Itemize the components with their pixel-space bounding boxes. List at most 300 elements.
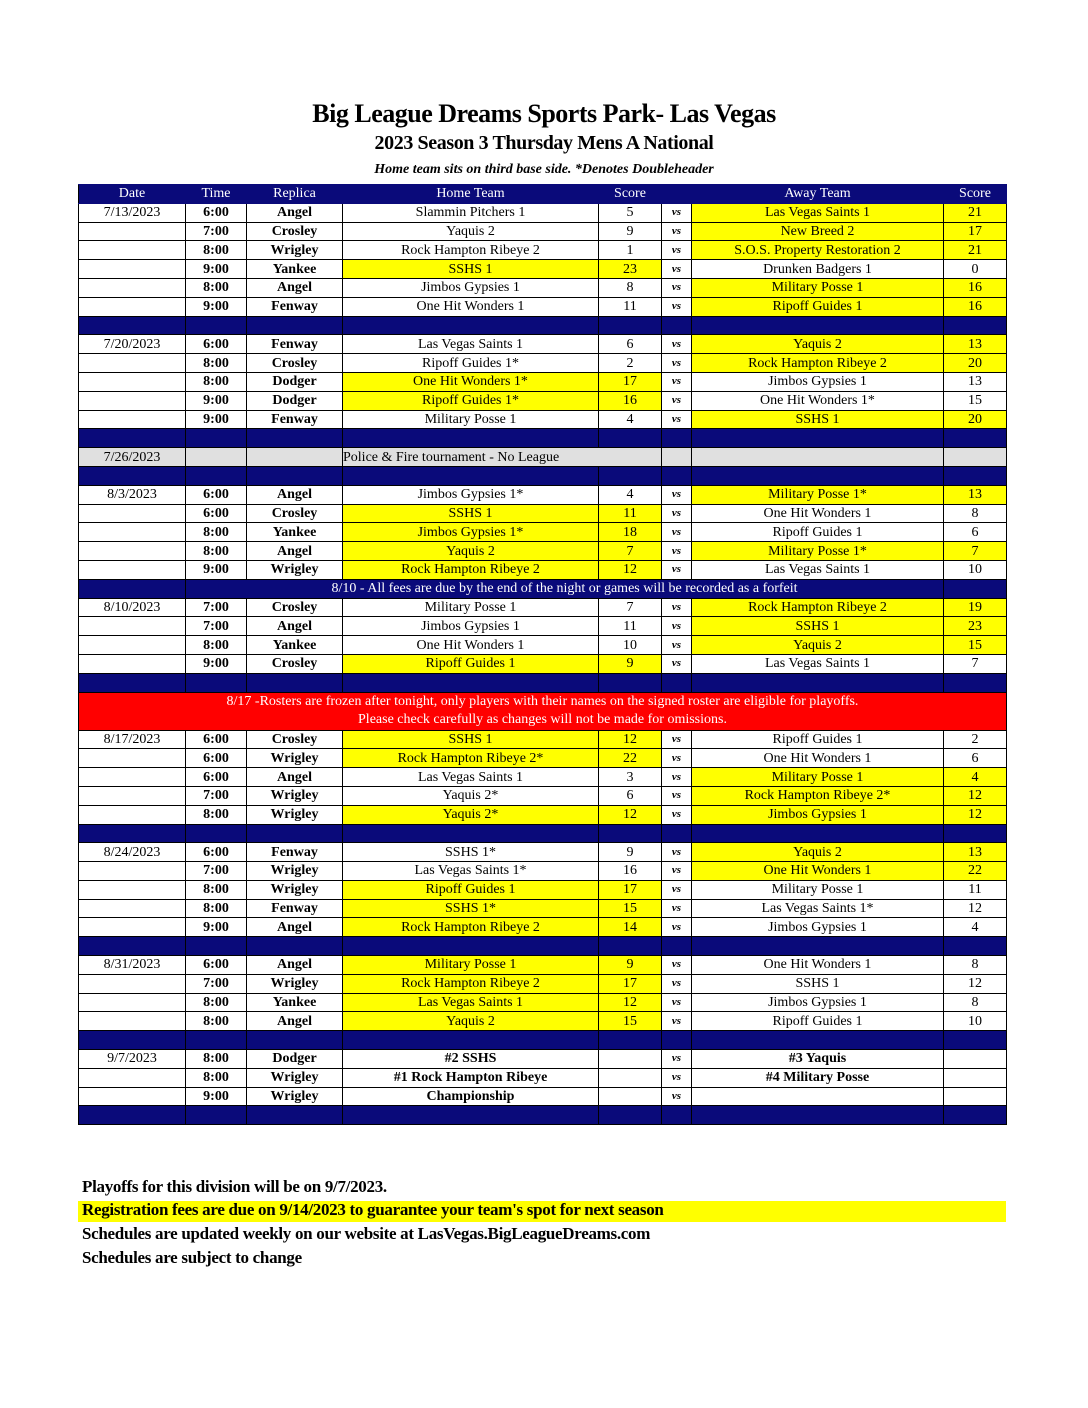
vs-cell: vs <box>662 1012 692 1031</box>
time-cell: 6:00 <box>186 504 247 523</box>
time-cell: 8:00 <box>186 241 247 260</box>
roster-notice-line1: 8/17 -Rosters are frozen after tonight, only players with their names on the signed roster are eligible for playoffs. <box>226 694 859 710</box>
field-cell: Wrigley <box>247 749 343 768</box>
spacer-row <box>79 673 1007 692</box>
home-team-cell: Military Posse 1 <box>343 956 599 975</box>
away-team-cell: Jimbos Gypsies 1 <box>692 805 944 824</box>
date-cell <box>79 974 186 993</box>
away-team-cell: SSHS 1 <box>692 617 944 636</box>
spacer-cell <box>79 673 186 692</box>
vs-cell: vs <box>662 410 692 429</box>
spacer-cell <box>247 1106 343 1125</box>
spacer-cell <box>343 466 599 485</box>
home-score-cell: 2 <box>599 354 662 373</box>
away-team-cell: Ripoff Guides 1 <box>692 297 944 316</box>
time-cell: 8:00 <box>186 993 247 1012</box>
time-cell: 6:00 <box>186 335 247 354</box>
field-cell: Wrigley <box>247 1068 343 1087</box>
spacer-cell <box>247 1031 343 1050</box>
spacer-row <box>79 937 1007 956</box>
home-team-cell: One Hit Wonders 1* <box>343 372 599 391</box>
game-row <box>79 786 1007 805</box>
spacer-cell <box>662 1031 692 1050</box>
spacer-cell <box>662 673 692 692</box>
home-score-cell: 15 <box>599 1012 662 1031</box>
time-cell: 9:00 <box>186 297 247 316</box>
spacer-cell <box>944 673 1007 692</box>
spacer-cell <box>944 824 1007 843</box>
date-cell <box>79 768 186 787</box>
vs-cell: vs <box>662 241 692 260</box>
vs-cell: vs <box>662 222 692 241</box>
spacer-cell <box>343 937 599 956</box>
home-score-cell: 17 <box>599 974 662 993</box>
date-cell <box>79 278 186 297</box>
game-row <box>79 372 1007 391</box>
empty-cell <box>944 579 1007 598</box>
home-score-cell: 9 <box>599 956 662 975</box>
home-score-cell <box>599 1068 662 1087</box>
spacer-cell <box>79 429 186 448</box>
away-team-cell: One Hit Wonders 1* <box>692 391 944 410</box>
home-score-cell: 12 <box>599 730 662 749</box>
home-team-cell: Las Vegas Saints 1 <box>343 993 599 1012</box>
away-score-cell: 7 <box>944 654 1007 673</box>
vs-cell: vs <box>662 278 692 297</box>
date-cell <box>79 749 186 768</box>
away-team-cell: New Breed 2 <box>692 222 944 241</box>
home-team-cell: Yaquis 2 <box>343 542 599 561</box>
date-cell <box>79 410 186 429</box>
time-cell: 9:00 <box>186 1087 247 1106</box>
spacer-cell <box>692 824 944 843</box>
time-cell: 8:00 <box>186 899 247 918</box>
home-score-cell: 16 <box>599 391 662 410</box>
time-cell: 7:00 <box>186 786 247 805</box>
spacer-cell <box>599 466 662 485</box>
away-score-cell: 21 <box>944 203 1007 222</box>
away-team-cell: Military Posse 1 <box>692 880 944 899</box>
vs-cell: vs <box>662 918 692 937</box>
field-cell: Crosley <box>247 654 343 673</box>
spacer-cell <box>343 1031 599 1050</box>
playoff-row <box>79 1068 1007 1087</box>
field-cell: Crosley <box>247 354 343 373</box>
game-row <box>79 974 1007 993</box>
spacer-row <box>79 316 1007 335</box>
home-team-cell: Rock Hampton Ribeye 2 <box>343 918 599 937</box>
home-score-cell: 9 <box>599 843 662 862</box>
home-team-cell: Las Vegas Saints 1* <box>343 862 599 881</box>
away-team-cell: One Hit Wonders 1 <box>692 749 944 768</box>
home-team-cell: Ripoff Guides 1 <box>343 880 599 899</box>
spacer-cell <box>662 1106 692 1125</box>
home-team-cell: Military Posse 1 <box>343 598 599 617</box>
field-cell: Wrigley <box>247 974 343 993</box>
home-score-cell <box>599 1050 662 1069</box>
game-row <box>79 278 1007 297</box>
spacer-row <box>79 824 1007 843</box>
spacer-cell <box>692 466 944 485</box>
away-team-cell: Yaquis 2 <box>692 335 944 354</box>
away-score-cell <box>944 1087 1007 1106</box>
col-home-team: Home Team <box>343 185 599 204</box>
time-cell: 8:00 <box>186 372 247 391</box>
game-row <box>79 523 1007 542</box>
spacer-cell <box>247 937 343 956</box>
date-cell: 7/20/2023 <box>79 335 186 354</box>
time-cell: 9:00 <box>186 410 247 429</box>
vs-cell: vs <box>662 768 692 787</box>
vs-cell: vs <box>662 899 692 918</box>
home-team-cell: Ripoff Guides 1* <box>343 354 599 373</box>
vs-cell: vs <box>662 1087 692 1106</box>
time-cell: 8:00 <box>186 278 247 297</box>
date-cell <box>79 617 186 636</box>
time-cell: 8:00 <box>186 542 247 561</box>
game-row <box>79 485 1007 504</box>
home-score-cell: 10 <box>599 636 662 655</box>
spacer-cell <box>343 316 599 335</box>
date-cell: 8/10/2023 <box>79 598 186 617</box>
home-team-cell: Rock Hampton Ribeye 2 <box>343 974 599 993</box>
spacer-cell <box>944 429 1007 448</box>
vs-cell: vs <box>662 617 692 636</box>
time-cell: 7:00 <box>186 974 247 993</box>
time-cell: 6:00 <box>186 956 247 975</box>
vs-cell: vs <box>662 1050 692 1069</box>
home-score-cell: 22 <box>599 749 662 768</box>
home-score-cell: 23 <box>599 260 662 279</box>
roster-notice-row <box>79 692 1007 730</box>
home-score-cell: 14 <box>599 918 662 937</box>
away-score-cell: 8 <box>944 956 1007 975</box>
home-team-cell: Yaquis 2* <box>343 786 599 805</box>
date-cell <box>79 241 186 260</box>
home-team-cell: Military Posse 1 <box>343 410 599 429</box>
spacer-cell <box>343 429 599 448</box>
date-cell <box>79 918 186 937</box>
game-row <box>79 768 1007 787</box>
time-cell: 6:00 <box>186 203 247 222</box>
away-team-cell: Rock Hampton Ribeye 2 <box>692 598 944 617</box>
date-cell <box>79 993 186 1012</box>
spacer-cell <box>247 429 343 448</box>
date-cell <box>79 391 186 410</box>
spacer-cell <box>79 824 186 843</box>
field-cell: Yankee <box>247 636 343 655</box>
time-cell: 6:00 <box>186 485 247 504</box>
time-cell: 8:00 <box>186 1012 247 1031</box>
field-cell: Fenway <box>247 899 343 918</box>
spacer-cell <box>662 937 692 956</box>
away-score-cell: 13 <box>944 843 1007 862</box>
game-row <box>79 843 1007 862</box>
game-row <box>79 504 1007 523</box>
home-score-cell: 7 <box>599 598 662 617</box>
field-cell: Wrigley <box>247 880 343 899</box>
field-cell: Angel <box>247 542 343 561</box>
time-cell: 8:00 <box>186 354 247 373</box>
home-team-cell: Championship <box>343 1087 599 1106</box>
spacer-cell <box>692 316 944 335</box>
away-team-cell: Yaquis 2 <box>692 843 944 862</box>
fees-notice-row <box>79 579 1007 598</box>
date-cell <box>79 504 186 523</box>
home-team-cell: SSHS 1* <box>343 899 599 918</box>
away-score-cell: 6 <box>944 523 1007 542</box>
spacer-cell <box>692 1031 944 1050</box>
time-cell: 9:00 <box>186 391 247 410</box>
home-score-cell: 15 <box>599 899 662 918</box>
spacer-row <box>79 466 1007 485</box>
spacer-cell <box>79 937 186 956</box>
home-score-cell: 7 <box>599 542 662 561</box>
date-cell <box>79 260 186 279</box>
home-score-cell: 16 <box>599 862 662 881</box>
away-team-cell: Military Posse 1 <box>692 768 944 787</box>
game-row <box>79 241 1007 260</box>
home-team-cell: Rock Hampton Ribeye 2* <box>343 749 599 768</box>
col-replica: Replica <box>247 185 343 204</box>
time-cell: 9:00 <box>186 560 247 579</box>
field-cell: Wrigley <box>247 786 343 805</box>
date-cell: 7/26/2023 <box>79 448 186 467</box>
field-cell: Fenway <box>247 297 343 316</box>
spacer-cell <box>692 429 944 448</box>
date-cell: 8/17/2023 <box>79 730 186 749</box>
away-team-cell: Ripoff Guides 1 <box>692 523 944 542</box>
time-cell: 9:00 <box>186 918 247 937</box>
home-score-cell: 12 <box>599 993 662 1012</box>
game-row <box>79 956 1007 975</box>
spacer-cell <box>186 1031 247 1050</box>
field-cell: Dodger <box>247 372 343 391</box>
spacer-cell <box>599 673 662 692</box>
away-score-cell: 0 <box>944 260 1007 279</box>
home-team-cell: Yaquis 2 <box>343 222 599 241</box>
away-score-cell: 12 <box>944 899 1007 918</box>
game-row <box>79 560 1007 579</box>
col-date: Date <box>79 185 186 204</box>
empty-cell <box>692 448 944 467</box>
spacer-cell <box>599 1031 662 1050</box>
away-team-cell: #4 Military Posse <box>692 1068 944 1087</box>
vs-cell: vs <box>662 749 692 768</box>
no-league-row <box>79 448 1007 467</box>
spacer-cell <box>692 673 944 692</box>
col-home-score: Score <box>599 185 662 204</box>
spacer-cell <box>186 1106 247 1125</box>
field-cell: Wrigley <box>247 1087 343 1106</box>
vs-cell: vs <box>662 730 692 749</box>
away-team-cell: #3 Yaquis <box>692 1050 944 1069</box>
away-team-cell: One Hit Wonders 1 <box>692 862 944 881</box>
home-team-cell: Rock Hampton Ribeye 2 <box>343 560 599 579</box>
time-cell: 8:00 <box>186 523 247 542</box>
spacer-cell <box>186 824 247 843</box>
home-team-cell: Yaquis 2* <box>343 805 599 824</box>
away-team-cell: Military Posse 1 <box>692 278 944 297</box>
away-score-cell: 10 <box>944 560 1007 579</box>
table-header <box>79 185 1007 204</box>
away-team-cell: One Hit Wonders 1 <box>692 956 944 975</box>
field-cell: Yankee <box>247 993 343 1012</box>
spacer-cell <box>944 1106 1007 1125</box>
vs-cell: vs <box>662 391 692 410</box>
away-score-cell: 8 <box>944 504 1007 523</box>
away-team-cell: Ripoff Guides 1 <box>692 1012 944 1031</box>
away-score-cell: 23 <box>944 617 1007 636</box>
vs-cell: vs <box>662 542 692 561</box>
home-team-cell: SSHS 1 <box>343 730 599 749</box>
vs-cell: vs <box>662 636 692 655</box>
vs-cell: vs <box>662 805 692 824</box>
away-score-cell: 13 <box>944 372 1007 391</box>
away-score-cell: 6 <box>944 749 1007 768</box>
date-cell <box>79 636 186 655</box>
game-row <box>79 749 1007 768</box>
spacer-cell <box>343 824 599 843</box>
spacer-cell <box>186 466 247 485</box>
away-team-cell: Rock Hampton Ribeye 2 <box>692 354 944 373</box>
away-team-cell: Jimbos Gypsies 1 <box>692 918 944 937</box>
game-row <box>79 542 1007 561</box>
home-score-cell: 3 <box>599 768 662 787</box>
game-row <box>79 636 1007 655</box>
away-team-cell: Las Vegas Saints 1* <box>692 899 944 918</box>
away-score-cell: 17 <box>944 222 1007 241</box>
home-team-cell: Rock Hampton Ribeye 2 <box>343 241 599 260</box>
date-cell <box>79 372 186 391</box>
spacer-cell <box>692 1106 944 1125</box>
time-cell: 7:00 <box>186 617 247 636</box>
away-team-cell: SSHS 1 <box>692 974 944 993</box>
away-score-cell: 19 <box>944 598 1007 617</box>
field-cell: Yankee <box>247 523 343 542</box>
fees-notice: 8/10 - All fees are due by the end of the night or games will be recorded as a forfeit <box>186 579 944 598</box>
game-row <box>79 617 1007 636</box>
away-team-cell: Ripoff Guides 1 <box>692 730 944 749</box>
time-cell: 8:00 <box>186 880 247 899</box>
date-cell <box>79 899 186 918</box>
spacer-cell <box>343 1106 599 1125</box>
date-cell <box>79 654 186 673</box>
date-cell <box>79 786 186 805</box>
away-score-cell: 13 <box>944 335 1007 354</box>
game-row <box>79 880 1007 899</box>
home-score-cell: 5 <box>599 203 662 222</box>
away-team-cell: Las Vegas Saints 1 <box>692 654 944 673</box>
spacer-cell <box>186 429 247 448</box>
away-team-cell: S.O.S. Property Restoration 2 <box>692 241 944 260</box>
date-cell <box>79 880 186 899</box>
time-cell: 9:00 <box>186 260 247 279</box>
away-team-cell: Rock Hampton Ribeye 2* <box>692 786 944 805</box>
home-score-cell: 17 <box>599 880 662 899</box>
playoff-row <box>79 1050 1007 1069</box>
away-score-cell: 20 <box>944 410 1007 429</box>
spacer-cell <box>662 824 692 843</box>
home-score-cell: 8 <box>599 278 662 297</box>
spacer-cell <box>79 1106 186 1125</box>
field-cell: Wrigley <box>247 862 343 881</box>
home-team-cell: One Hit Wonders 1 <box>343 297 599 316</box>
time-cell: 7:00 <box>186 222 247 241</box>
field-cell: Dodger <box>247 1050 343 1069</box>
spacer-row <box>79 1031 1007 1050</box>
home-team-cell: Jimbos Gypsies 1 <box>343 278 599 297</box>
game-row <box>79 297 1007 316</box>
page-title: Big League Dreams Sports Park- Las Vegas <box>312 99 776 128</box>
date-cell: 8/3/2023 <box>79 485 186 504</box>
spacer-cell <box>944 937 1007 956</box>
field-cell: Angel <box>247 956 343 975</box>
home-score-cell: 17 <box>599 372 662 391</box>
vs-cell: vs <box>662 598 692 617</box>
field-cell: Wrigley <box>247 560 343 579</box>
away-team-cell: Military Posse 1* <box>692 542 944 561</box>
home-score-cell: 12 <box>599 560 662 579</box>
home-score-cell: 12 <box>599 805 662 824</box>
game-row <box>79 335 1007 354</box>
field-cell: Angel <box>247 1012 343 1031</box>
time-cell: 6:00 <box>186 730 247 749</box>
game-row <box>79 222 1007 241</box>
home-team-cell: Ripoff Guides 1* <box>343 391 599 410</box>
date-cell <box>79 523 186 542</box>
date-cell <box>79 354 186 373</box>
vs-cell: vs <box>662 485 692 504</box>
vs-cell: vs <box>662 1068 692 1087</box>
date-cell <box>79 862 186 881</box>
spacer-cell <box>247 673 343 692</box>
vs-cell: vs <box>662 786 692 805</box>
away-score-cell <box>944 1068 1007 1087</box>
playoff-row <box>79 1087 1007 1106</box>
home-team-cell: Las Vegas Saints 1 <box>343 768 599 787</box>
col-away-team: Away Team <box>692 185 944 204</box>
away-score-cell: 21 <box>944 241 1007 260</box>
away-score-cell: 15 <box>944 391 1007 410</box>
game-row <box>79 654 1007 673</box>
away-score-cell: 13 <box>944 485 1007 504</box>
home-team-cell: SSHS 1* <box>343 843 599 862</box>
vs-cell: vs <box>662 880 692 899</box>
spacer-cell <box>599 824 662 843</box>
home-score-cell: 11 <box>599 297 662 316</box>
away-team-cell: Yaquis 2 <box>692 636 944 655</box>
home-score-cell: 9 <box>599 654 662 673</box>
vs-cell: vs <box>662 654 692 673</box>
game-row <box>79 899 1007 918</box>
away-score-cell: 8 <box>944 993 1007 1012</box>
vs-cell: vs <box>662 560 692 579</box>
away-score-cell: 15 <box>944 636 1007 655</box>
field-cell: Angel <box>247 768 343 787</box>
game-row <box>79 993 1007 1012</box>
spacer-cell <box>79 466 186 485</box>
date-cell <box>79 222 186 241</box>
time-cell: 6:00 <box>186 843 247 862</box>
empty-cell <box>662 448 692 467</box>
spacer-cell <box>186 316 247 335</box>
home-score-cell: 1 <box>599 241 662 260</box>
away-score-cell: 12 <box>944 805 1007 824</box>
field-cell: Angel <box>247 203 343 222</box>
spacer-cell <box>944 316 1007 335</box>
away-score-cell: 12 <box>944 974 1007 993</box>
